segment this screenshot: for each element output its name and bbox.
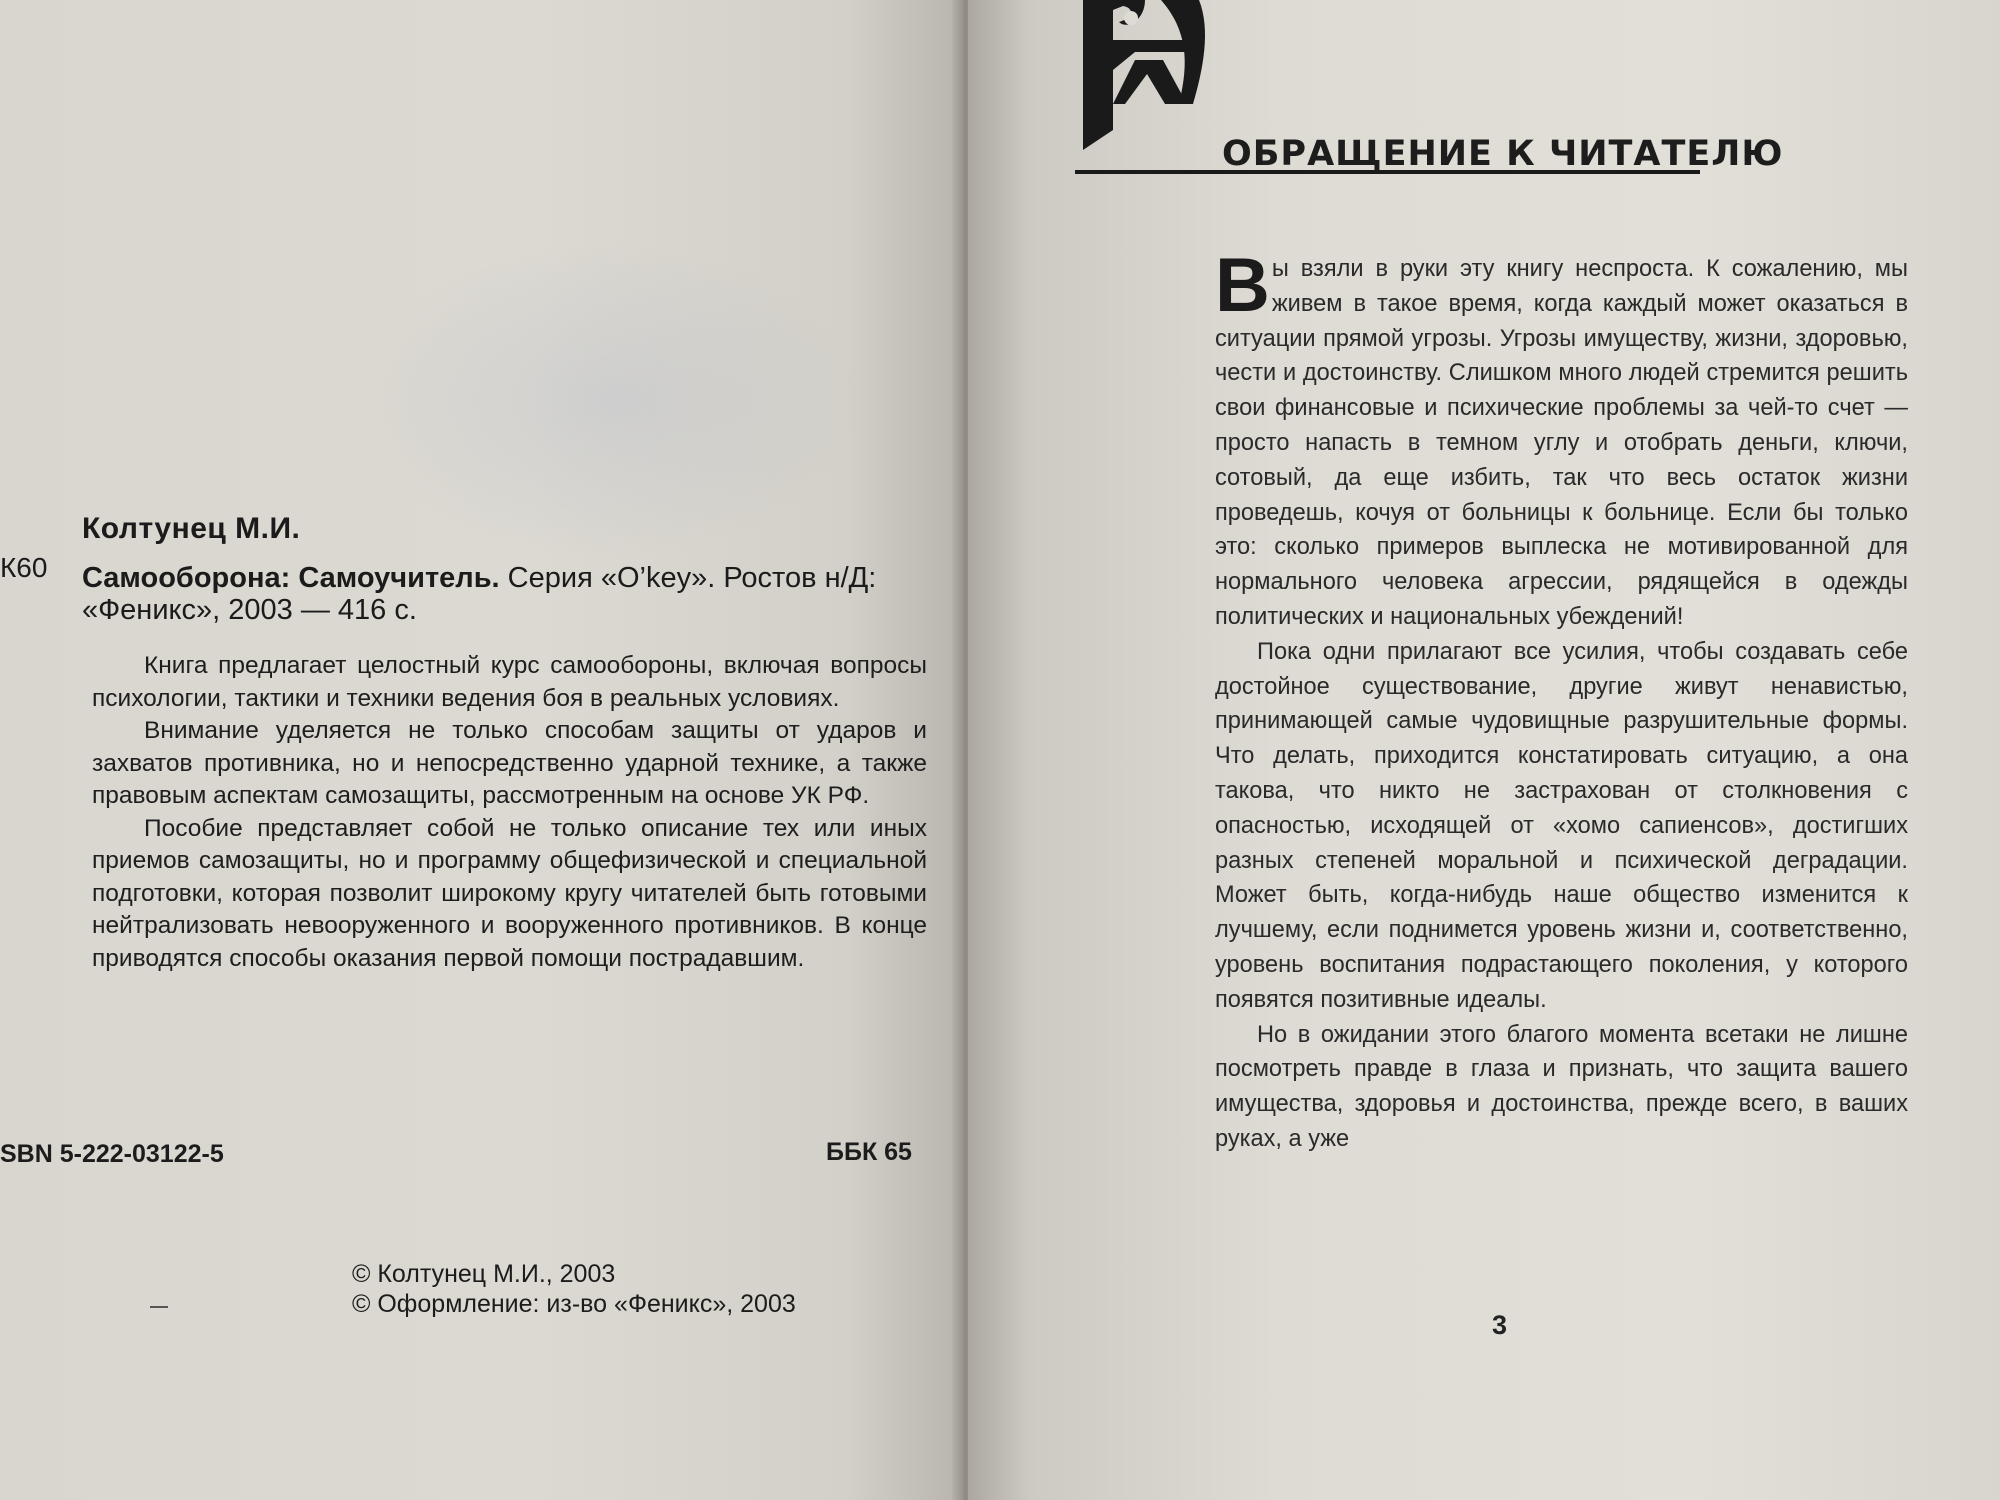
annotation-paragraph: Пособие представляет собой не только описание тех или иных приемов самозащиты, но и программу общефизической и специальной подготовки, которая позволит широкому кругу читателей быть готовыми нейтрализовать невооруженного и вооруженного противников. В конце приводятся способы оказания первой помощи пострадавшим. — [92, 814, 927, 972]
left-page — [0, 0, 960, 1500]
show-through-shadow — [360, 240, 860, 560]
copyright-design: © Оформление: из-во «Феникс», 2003 — [352, 1290, 796, 1318]
bibliographic-publisher-line: «Феникс», 2003 — 416 с. — [82, 594, 417, 626]
book-annotation — [92, 650, 927, 975]
chapter-emblem-icon — [1075, 0, 1215, 160]
body-paragraph: Пока одни прилагают все усилия, чтобы создавать себе достойное существование, другие живут ненавистью, принимающей самые чудовищные разрушительные формы. Что делать, приходится констатировать ситуацию, а она такова, что никто не застрахован от столкновения с опасностью, исходящей от «хомо сапиенсов», достигших разных степеней моральной и психической деградации. Может быть, когда-нибудь наше общество изменится к лучшему, если поднимется уровень жизни и, соответственно, уровень воспитания подрастающего поколения, у которого появятся позитивные идеалы. — [1215, 638, 1908, 1013]
annotation-paragraph: Книга предлагает целостный курс самообороны, включая вопросы психологии, тактики и техники ведения боя в реальных условиях. — [92, 652, 927, 712]
isbn: SBN 5-222-03122-5 — [0, 1140, 224, 1168]
author-name: Колтунец М.И. — [82, 512, 301, 545]
print-mark — [150, 1306, 168, 1308]
body-paragraph: Но в ожидании этого благого момента всетаки не лишне посмотреть правде в глаза и признать, что защита вашего имущества, здоровья и достоинства, прежде всего, в ваших руках, а уже — [1215, 1021, 1908, 1152]
chapter-title: ОБРАЩЕНИЕ К ЧИТАТЕЛЮ — [1222, 134, 1784, 174]
drop-cap: В — [1215, 243, 1270, 328]
page-number: 3 — [1492, 1310, 1508, 1340]
bbk-code: ББК 65 — [826, 1138, 912, 1166]
annotation-paragraph: Внимание уделяется не только способам защиты от ударов и захватов противника, но и непосредственно ударной технике, а также правовым аспектам самозащиты, рассмотренным на основе УК РФ. — [92, 717, 927, 809]
library-code: К60 — [0, 552, 48, 583]
book-series: Серия «O’key». Ростов н/Д: — [499, 562, 877, 594]
first-paragraph-text: ы взяли в руки эту книгу неспроста. К сожалению, мы живем в такое время, когда каждый может оказаться в ситуации прямой угрозы. Угрозы имуществу, жизни, здоровью, чести и достоинству. Слишком много людей стремится решить свои финансовые и психические проблемы за чей-то счет — просто напасть в темном углу и отобрать деньги, ключи, сотовый, да еще избить, так что весь остаток жизни проведешь, кочуя от больницы к больнице. Если бы только это: сколько примеров выплеска не мотивированной для нормального человека агрессии, рядящейся в одежды политических и национальных убеждений! — [1215, 256, 1908, 630]
bibliographic-title-line — [82, 562, 876, 595]
body-paragraph — [1215, 243, 1908, 635]
chapter-body — [1215, 243, 1908, 1157]
copyright-author: © Колтунец М.И., 2003 — [352, 1260, 616, 1288]
book-title: Самооборона: Самоучитель. — [82, 562, 500, 594]
